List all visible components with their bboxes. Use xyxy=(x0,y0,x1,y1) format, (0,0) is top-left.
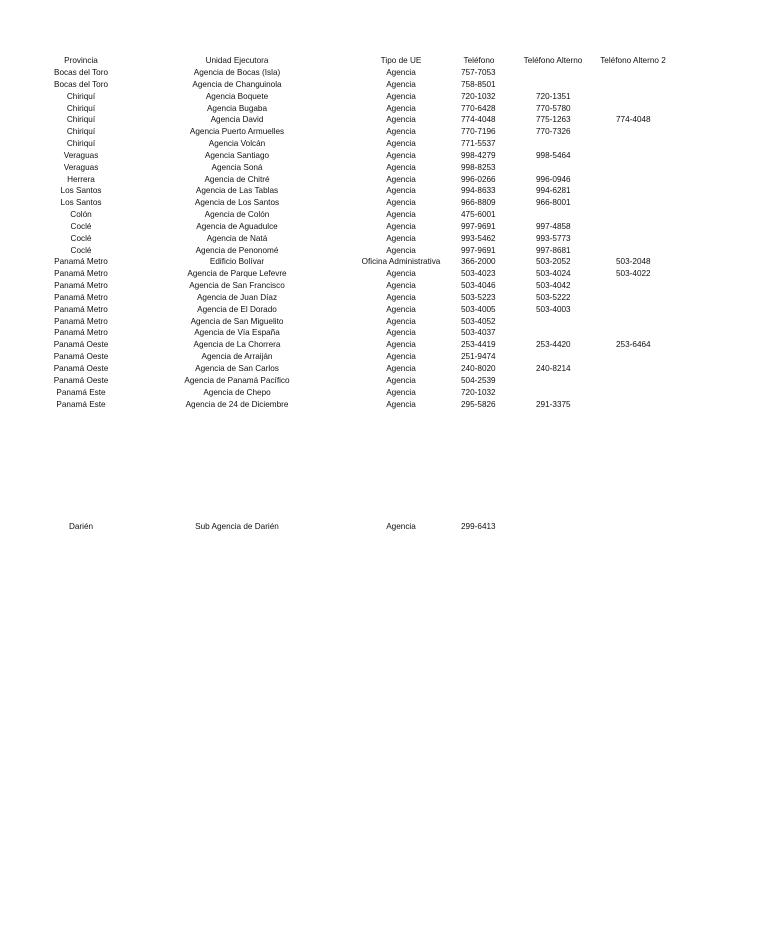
table-row xyxy=(0,387,768,398)
cell-unidad-ejecutora: Agencia de Chitré xyxy=(204,175,270,184)
cell-telefono-alterno xyxy=(536,375,596,386)
cell-telefono-alterno-2 xyxy=(616,221,676,232)
cell-telefono-alterno-2 xyxy=(616,245,676,256)
cell-unidad-ejecutora: Agencia de 24 de Diciembre xyxy=(185,400,289,409)
table-row xyxy=(0,351,768,362)
cell-telefono: 503-5223 xyxy=(461,293,496,302)
cell-provincia: Panamá Este xyxy=(56,388,106,397)
cell-provincia: Bocas del Toro xyxy=(53,68,108,77)
cell-unidad-ejecutora: Agencia de Aguadulce xyxy=(196,222,278,231)
table-header-row xyxy=(0,55,768,66)
cell-provincia: Chiriquí xyxy=(66,92,96,101)
cell-telefono-alterno-2 xyxy=(616,150,676,161)
cell-tipo-ue: Agencia xyxy=(386,269,416,278)
cell-telefono-alterno: 503-2052 xyxy=(536,257,571,266)
cell-telefono-alterno-2 xyxy=(616,185,676,196)
cell-telefono: 503-4005 xyxy=(461,305,496,314)
cell-telefono-alterno: 997-8681 xyxy=(536,246,571,255)
cell-telefono: 758-8501 xyxy=(461,80,496,89)
cell-provincia: Darién xyxy=(68,522,94,531)
cell-telefono-alterno: 770-5780 xyxy=(536,104,571,113)
cell-telefono-alterno-2 xyxy=(616,126,676,137)
cell-telefono-alterno-2 xyxy=(616,103,676,114)
cell-telefono-alterno: 996-0946 xyxy=(536,175,571,184)
table-row xyxy=(0,126,768,137)
cell-tipo-ue: Agencia xyxy=(386,522,416,531)
cell-telefono-alterno-2 xyxy=(616,292,676,303)
cell-telefono-alterno xyxy=(536,521,596,532)
cell-provincia: Panamá Oeste xyxy=(53,352,109,361)
cell-unidad-ejecutora: Agencia de Los Santos xyxy=(194,198,280,207)
cell-telefono-alterno-2 xyxy=(616,209,676,220)
cell-telefono-alterno-2 xyxy=(616,174,676,185)
cell-provincia: Panamá Oeste xyxy=(53,340,109,349)
table-row xyxy=(0,79,768,90)
cell-telefono: 966-8809 xyxy=(461,198,496,207)
cell-unidad-ejecutora: Edificio Bolívar xyxy=(209,257,265,266)
cell-tipo-ue: Agencia xyxy=(386,305,416,314)
cell-telefono-alterno-2 xyxy=(616,327,676,338)
cell-unidad-ejecutora: Agencia Soná xyxy=(211,163,263,172)
cell-unidad-ejecutora: Agencia de Vía España xyxy=(194,328,280,337)
cell-telefono-alterno: 253-4420 xyxy=(536,340,571,349)
cell-provincia: Los Santos xyxy=(60,186,102,195)
cell-tipo-ue: Agencia xyxy=(386,222,416,231)
cell-telefono-alterno-2 xyxy=(616,280,676,291)
cell-unidad-ejecutora: Agencia Santiago xyxy=(204,151,270,160)
cell-telefono-alterno-2 xyxy=(616,351,676,362)
table-row xyxy=(0,67,768,78)
cell-unidad-ejecutora: Agencia de Juan Díaz xyxy=(196,293,278,302)
cell-tipo-ue: Agencia xyxy=(386,68,416,77)
cell-tipo-ue: Agencia xyxy=(386,104,416,113)
cell-telefono-alterno-2: 503-2048 xyxy=(616,257,651,266)
cell-unidad-ejecutora: Agencia de Bocas (Isla) xyxy=(193,68,281,77)
table-row xyxy=(0,103,768,114)
table-row xyxy=(0,138,768,149)
cell-provincia: Coclé xyxy=(70,222,92,231)
cell-telefono: 720-1032 xyxy=(461,388,496,397)
cell-unidad-ejecutora: Agencia de Natá xyxy=(206,234,268,243)
cell-telefono-alterno xyxy=(536,138,596,149)
cell-telefono: 996-0266 xyxy=(461,175,496,184)
cell-tipo-ue: Agencia xyxy=(386,92,416,101)
table-row xyxy=(0,521,768,532)
table-row xyxy=(0,197,768,208)
cell-unidad-ejecutora: Agencia de San Miguelito xyxy=(190,317,284,326)
cell-telefono: 998-4279 xyxy=(461,151,496,160)
cell-provincia: Bocas del Toro xyxy=(53,80,108,89)
header-provincia: Provincia xyxy=(64,56,98,65)
table-row xyxy=(0,327,768,338)
cell-telefono-alterno xyxy=(536,79,596,90)
cell-provincia: Herrera xyxy=(67,175,95,184)
cell-telefono: 503-4052 xyxy=(461,317,496,326)
cell-unidad-ejecutora: Agencia Volcán xyxy=(208,139,266,148)
cell-telefono: 774-4048 xyxy=(461,115,496,124)
table-row xyxy=(0,245,768,256)
cell-telefono-alterno-2: 253-6464 xyxy=(616,340,651,349)
cell-telefono-alterno xyxy=(536,162,596,173)
table-row xyxy=(0,280,768,291)
cell-telefono: 993-5462 xyxy=(461,234,496,243)
table-row xyxy=(0,375,768,386)
cell-tipo-ue: Agencia xyxy=(386,139,416,148)
cell-unidad-ejecutora: Agencia de La Chorrera xyxy=(193,340,281,349)
cell-telefono: 757-7053 xyxy=(461,68,496,77)
cell-telefono: 997-9691 xyxy=(461,246,496,255)
cell-telefono: 240-8020 xyxy=(461,364,496,373)
cell-telefono-alterno-2: 503-4022 xyxy=(616,269,651,278)
cell-telefono-alterno xyxy=(536,351,596,362)
cell-telefono-alterno-2 xyxy=(616,375,676,386)
cell-tipo-ue: Agencia xyxy=(386,328,416,337)
cell-telefono: 997-9691 xyxy=(461,222,496,231)
cell-telefono-alterno-2 xyxy=(616,387,676,398)
table-row xyxy=(0,162,768,173)
cell-telefono: 771-5537 xyxy=(461,139,496,148)
cell-telefono-alterno xyxy=(536,327,596,338)
cell-tipo-ue: Agencia xyxy=(386,364,416,373)
cell-provincia: Chiriquí xyxy=(66,127,96,136)
cell-tipo-ue: Agencia xyxy=(386,210,416,219)
cell-telefono: 994-8633 xyxy=(461,186,496,195)
cell-telefono-alterno-2 xyxy=(616,197,676,208)
cell-provincia: Panamá Metro xyxy=(54,317,108,326)
cell-tipo-ue: Agencia xyxy=(386,115,416,124)
table-row xyxy=(0,268,768,279)
table-row xyxy=(0,339,768,350)
table-row xyxy=(0,292,768,303)
cell-telefono-alterno-2 xyxy=(616,521,676,532)
cell-tipo-ue: Agencia xyxy=(386,127,416,136)
table-row xyxy=(0,256,768,267)
cell-telefono-alterno-2 xyxy=(616,162,676,173)
cell-telefono-alterno xyxy=(536,67,596,78)
cell-telefono-alterno: 720-1351 xyxy=(536,92,571,101)
cell-tipo-ue: Oficina Administrativa xyxy=(361,257,441,266)
cell-provincia: Panamá Este xyxy=(56,400,106,409)
cell-telefono-alterno: 993-5773 xyxy=(536,234,571,243)
cell-provincia: Panamá Oeste xyxy=(53,376,109,385)
header-tipo-ue: Tipo de UE xyxy=(380,56,422,65)
cell-provincia: Coclé xyxy=(70,246,92,255)
cell-telefono-alterno: 966-8001 xyxy=(536,198,571,207)
cell-tipo-ue: Agencia xyxy=(386,175,416,184)
cell-telefono-alterno-2: 774-4048 xyxy=(616,115,651,124)
cell-provincia: Panamá Metro xyxy=(54,293,108,302)
cell-provincia: Chiriquí xyxy=(66,139,96,148)
cell-unidad-ejecutora: Agencia Bugaba xyxy=(206,104,268,113)
cell-telefono-alterno-2 xyxy=(616,363,676,374)
cell-unidad-ejecutora: Sub Agencia de Darién xyxy=(195,522,279,531)
table-row xyxy=(0,185,768,196)
cell-telefono: 366-2000 xyxy=(461,257,496,266)
cell-telefono-alterno: 503-5222 xyxy=(536,293,571,302)
cell-telefono-alterno: 998-5464 xyxy=(536,151,571,160)
cell-telefono: 720-1032 xyxy=(461,92,496,101)
table-row xyxy=(0,150,768,161)
cell-tipo-ue: Agencia xyxy=(386,400,416,409)
cell-tipo-ue: Agencia xyxy=(386,293,416,302)
cell-unidad-ejecutora: Agencia de Las Tablas xyxy=(195,186,279,195)
cell-provincia: Panamá Metro xyxy=(54,305,108,314)
table-row xyxy=(0,304,768,315)
cell-unidad-ejecutora: Agencia de Parque Lefevre xyxy=(187,269,287,278)
cell-telefono-alterno: 997-4858 xyxy=(536,222,571,231)
cell-telefono-alterno: 770-7326 xyxy=(536,127,571,136)
cell-telefono-alterno-2 xyxy=(616,138,676,149)
cell-telefono: 503-4037 xyxy=(461,328,496,337)
cell-telefono: 503-4023 xyxy=(461,269,496,278)
header-telefono-alterno-2: Teléfono Alterno 2 xyxy=(600,56,666,65)
cell-tipo-ue: Agencia xyxy=(386,352,416,361)
cell-unidad-ejecutora: Agencia Boquete xyxy=(205,92,269,101)
table-row xyxy=(0,91,768,102)
cell-unidad-ejecutora: Agencia de San Carlos xyxy=(195,364,279,373)
cell-telefono-alterno-2 xyxy=(616,91,676,102)
cell-telefono-alterno: 503-4042 xyxy=(536,281,571,290)
header-unidad-ejecutora: Unidad Ejecutora xyxy=(205,56,269,65)
table-row xyxy=(0,174,768,185)
header-telefono-alterno: Teléfono Alterno xyxy=(523,56,583,65)
cell-unidad-ejecutora: Agencia Puerto Armuelles xyxy=(189,127,285,136)
cell-unidad-ejecutora: Agencia de Changuinola xyxy=(192,80,282,89)
cell-telefono: 770-6428 xyxy=(461,104,496,113)
cell-telefono-alterno-2 xyxy=(616,399,676,410)
cell-telefono-alterno xyxy=(536,387,596,398)
cell-telefono-alterno: 994-6281 xyxy=(536,186,571,195)
cell-tipo-ue: Agencia xyxy=(386,388,416,397)
cell-provincia: Panamá Metro xyxy=(54,257,108,266)
cell-unidad-ejecutora: Agencia de Colón xyxy=(204,210,270,219)
cell-telefono-alterno-2 xyxy=(616,304,676,315)
cell-telefono: 295-5826 xyxy=(461,400,496,409)
cell-tipo-ue: Agencia xyxy=(386,198,416,207)
cell-telefono: 503-4046 xyxy=(461,281,496,290)
cell-provincia: Coclé xyxy=(70,234,92,243)
cell-telefono: 253-4419 xyxy=(461,340,496,349)
cell-unidad-ejecutora: Agencia de El Dorado xyxy=(197,305,277,314)
table-row xyxy=(0,233,768,244)
cell-provincia: Los Santos xyxy=(60,198,102,207)
cell-tipo-ue: Agencia xyxy=(386,340,416,349)
cell-provincia: Chiriquí xyxy=(66,104,96,113)
cell-telefono-alterno: 775-1263 xyxy=(536,115,571,124)
cell-unidad-ejecutora: Agencia de San Francisco xyxy=(189,281,285,290)
header-telefono: Teléfono xyxy=(463,56,495,65)
cell-telefono: 251-9474 xyxy=(461,352,496,361)
cell-telefono: 504-2539 xyxy=(461,376,496,385)
cell-telefono-alterno xyxy=(536,209,596,220)
cell-provincia: Veraguas xyxy=(63,151,99,160)
cell-provincia: Panamá Metro xyxy=(54,281,108,290)
cell-provincia: Colón xyxy=(70,210,92,219)
cell-tipo-ue: Agencia xyxy=(386,234,416,243)
cell-unidad-ejecutora: Agencia de Penonomé xyxy=(195,246,279,255)
table-row xyxy=(0,363,768,374)
cell-unidad-ejecutora: Agencia David xyxy=(210,115,264,124)
cell-telefono: 299-6413 xyxy=(461,522,496,531)
cell-unidad-ejecutora: Agencia de Chepo xyxy=(203,388,271,397)
table-row xyxy=(0,399,768,410)
cell-provincia: Chiriquí xyxy=(66,115,96,124)
cell-tipo-ue: Agencia xyxy=(386,151,416,160)
cell-tipo-ue: Agencia xyxy=(386,317,416,326)
cell-telefono-alterno: 503-4003 xyxy=(536,305,571,314)
cell-tipo-ue: Agencia xyxy=(386,186,416,195)
cell-tipo-ue: Agencia xyxy=(386,80,416,89)
cell-telefono-alterno-2 xyxy=(616,67,676,78)
cell-provincia: Panamá Metro xyxy=(54,269,108,278)
cell-tipo-ue: Agencia xyxy=(386,246,416,255)
cell-telefono: 475-6001 xyxy=(461,210,496,219)
cell-unidad-ejecutora: Agencia de Panamá Pacífico xyxy=(184,376,290,385)
cell-provincia: Panamá Oeste xyxy=(53,364,109,373)
cell-telefono-alterno xyxy=(536,316,596,327)
cell-telefono-alterno-2 xyxy=(616,79,676,90)
cell-telefono: 998-8253 xyxy=(461,163,496,172)
table-row xyxy=(0,221,768,232)
cell-telefono-alterno: 291-3375 xyxy=(536,400,571,409)
table-row xyxy=(0,316,768,327)
cell-provincia: Panamá Metro xyxy=(54,328,108,337)
cell-tipo-ue: Agencia xyxy=(386,163,416,172)
cell-telefono-alterno: 503-4024 xyxy=(536,269,571,278)
cell-telefono-alterno-2 xyxy=(616,316,676,327)
table-row xyxy=(0,114,768,125)
cell-telefono-alterno-2 xyxy=(616,233,676,244)
cell-tipo-ue: Agencia xyxy=(386,281,416,290)
cell-telefono-alterno: 240-8214 xyxy=(536,364,571,373)
cell-telefono: 770-7196 xyxy=(461,127,496,136)
cell-provincia: Veraguas xyxy=(63,163,99,172)
cell-unidad-ejecutora: Agencia de Arraiján xyxy=(201,352,273,361)
table-row xyxy=(0,209,768,220)
cell-tipo-ue: Agencia xyxy=(386,376,416,385)
